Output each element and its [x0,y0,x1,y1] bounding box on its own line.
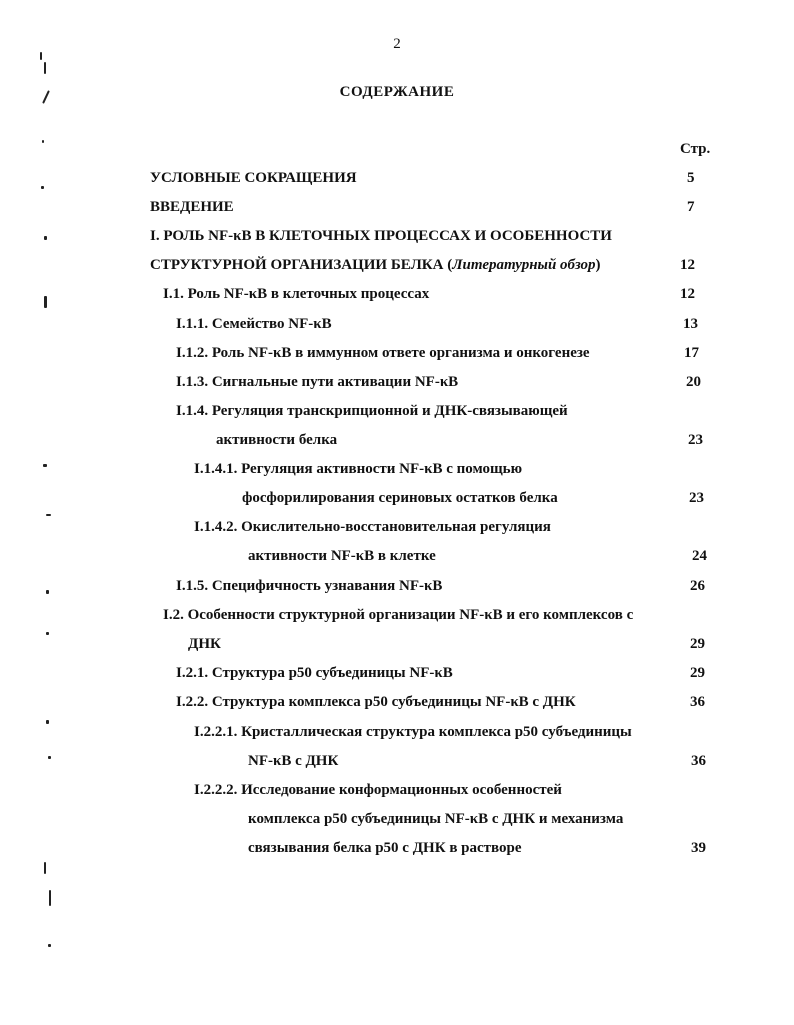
scan-speck [48,944,51,947]
page-number: 2 [393,36,401,52]
toc-page-number: 29 [690,665,705,681]
toc-entry-text: I.1.2. Роль NF-κB в иммунном ответе организма и онкогенезе [176,345,590,361]
toc-entry-text: I.2.2.2. Исследование конформационных особенностей [194,782,562,798]
toc-entry-text-cont: активности белка [216,432,338,448]
scan-speck [40,52,42,60]
toc-entry-text: I.1.3. Сигнальные пути активации NF-κB [176,374,459,390]
scan-speck [46,590,49,594]
toc-entry-text: I.1.1. Семейство NF-κB [176,316,332,332]
toc-entry-text-cont: комплекса p50 субъединицы NF-κB с ДНК и механизма [248,811,624,827]
toc-entry-text: I.1.5. Специфичность узнавания NF-κB [176,578,443,594]
scan-speck [49,890,51,906]
scan-speck [46,514,51,516]
toc-entry-text-cont: NF-κB с ДНК [248,753,339,769]
toc-entry-text-cont: активности NF-κB в клетке [248,548,436,564]
toc-entry-text-cont: фосфорилирования сериновых остатков белка [242,490,558,506]
toc-entry-text: I.2. Особенности структурной организации NF-κB и его комплексов с [163,607,634,623]
toc-entry-text: I.1.4.1. Регуляция активности NF-κB с помощью [194,461,523,477]
toc-page-number: 20 [686,374,701,390]
scan-speck [43,464,47,467]
toc-entry-text: I.1. Роль NF-κB в клеточных процессах [163,286,430,302]
scan-speck [41,186,44,189]
page-column-header: Стр. [680,141,711,157]
scan-speck [44,862,46,874]
toc-page-number: 12 [680,286,695,302]
toc-entry-text: I. РОЛЬ NF-κB В КЛЕТОЧНЫХ ПРОЦЕССАХ И ОСОБЕННОСТИ [150,228,612,244]
toc-page-number: 23 [689,490,704,506]
toc-page-number: 24 [692,548,707,564]
toc-entry-text: УСЛОВНЫЕ СОКРАЩЕНИЯ [150,170,357,186]
scan-margin-marks [0,0,60,1025]
toc-page-number: 26 [690,578,705,594]
toc-entry-text-part: СТРУКТУРНОЙ ОРГАНИЗАЦИИ БЕЛКА ( [150,257,453,273]
toc-page-number: 5 [687,170,695,186]
toc-page-number: 13 [683,316,698,332]
scan-speck [42,140,44,143]
toc-entry-text: I.2.1. Структура p50 субъединицы NF-κB [176,665,453,681]
toc-page-number: 17 [684,345,699,361]
page-title: СОДЕРЖАНИЕ [339,84,455,100]
toc-entry-text: ВВЕДЕНИЕ [150,199,234,215]
scan-speck [42,90,50,104]
toc-page-number: 29 [690,636,705,652]
literature-review-label: Литературный обзор [452,257,596,273]
toc-entry-text-part: ) [595,257,601,273]
toc-page-number: 39 [691,840,706,856]
scan-speck [48,756,51,759]
toc-entry-text: I.1.4.2. Окислительно-восстановительная регуляция [194,519,551,535]
scan-speck [44,296,47,308]
toc-entry-text: I.2.2. Структура комплекса p50 субъединицы NF-κB с ДНК [176,694,576,710]
toc-entry-text-cont: связывания белка p50 с ДНК в растворе [248,840,522,856]
scan-speck [46,632,49,635]
scan-speck [44,62,46,74]
toc-page-number: 12 [680,257,695,273]
toc-page-number: 7 [687,199,695,215]
toc-entry-text: I.1.4. Регуляция транскрипционной и ДНК-связывающей [176,403,568,419]
toc-page-number: 23 [688,432,703,448]
scan-speck [44,236,47,240]
toc-page-number: 36 [690,694,705,710]
toc-entry-text-cont [150,255,601,275]
toc-page-number: 36 [691,753,706,769]
toc-entry-text-cont: ДНК [188,636,221,652]
scan-speck [46,720,49,724]
toc-entry-text: I.2.2.1. Кристаллическая структура комплекса p50 субъединицы [194,724,632,740]
